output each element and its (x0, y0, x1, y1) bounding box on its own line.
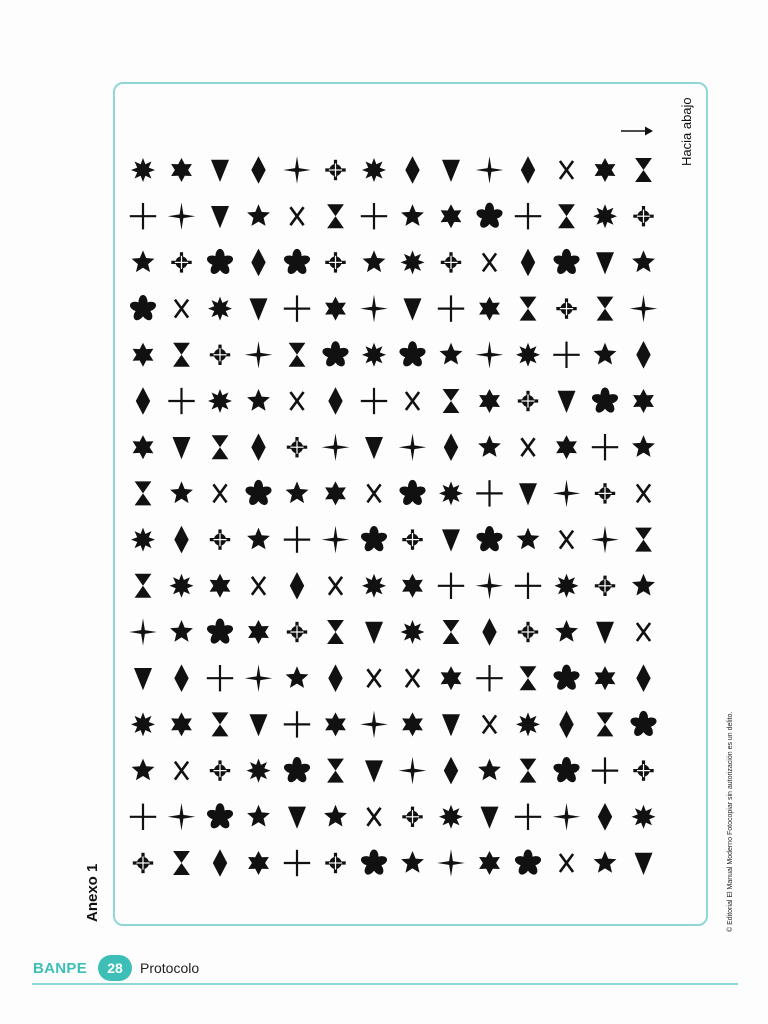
five-point-star-icon (555, 620, 578, 642)
five-point-star-icon (478, 759, 501, 781)
round-cross-icon (556, 298, 576, 318)
hourglass-icon (520, 297, 537, 321)
round-cross-icon (633, 206, 653, 226)
plus-icon (361, 203, 387, 229)
x-letter-icon (367, 669, 380, 687)
eight-point-star-icon (439, 805, 463, 829)
six-point-star-icon (595, 158, 616, 182)
x-letter-icon (637, 623, 650, 641)
x-letter-icon (406, 669, 419, 687)
down-triangle-icon (211, 206, 229, 228)
five-petal-flower-icon (283, 757, 312, 784)
four-point-star-icon (245, 341, 273, 369)
round-cross-icon (287, 437, 307, 457)
x-letter-icon (560, 161, 573, 179)
five-point-star-icon (170, 620, 193, 642)
five-petal-flower-icon (360, 849, 389, 876)
x-letter-icon (560, 854, 573, 872)
down-triangle-icon (250, 298, 268, 320)
diamond-icon (174, 664, 188, 692)
round-cross-icon (518, 391, 538, 411)
five-point-star-icon (286, 666, 309, 688)
x-letter-icon (406, 392, 419, 410)
plus-icon (515, 203, 541, 229)
eight-point-star-icon (131, 712, 155, 736)
diamond-icon (174, 526, 188, 554)
five-petal-flower-icon (206, 618, 235, 645)
five-petal-flower-icon (321, 341, 350, 368)
down-triangle-icon (365, 437, 383, 459)
round-cross-icon (133, 853, 153, 873)
round-cross-icon (171, 252, 191, 272)
five-point-star-icon (363, 250, 386, 272)
plus-icon (284, 295, 310, 321)
plus-icon (361, 388, 387, 414)
hourglass-icon (327, 620, 344, 644)
five-point-star-icon (401, 204, 424, 226)
five-petal-flower-icon (398, 480, 427, 507)
four-point-star-icon (476, 341, 504, 369)
diamond-icon (636, 664, 650, 692)
five-petal-flower-icon (591, 387, 620, 414)
four-point-star-icon (630, 295, 658, 323)
diamond-icon (251, 249, 265, 277)
four-point-star-icon (476, 156, 504, 184)
five-point-star-icon (170, 481, 193, 503)
hourglass-icon (327, 204, 344, 228)
diamond-icon (559, 711, 573, 739)
five-point-star-icon (247, 805, 270, 827)
plus-icon (476, 480, 502, 506)
x-letter-icon (560, 531, 573, 549)
down-triangle-icon (519, 483, 537, 505)
down-triangle-icon (558, 391, 576, 413)
five-petal-flower-icon (206, 249, 235, 276)
round-cross-icon (402, 807, 422, 827)
round-cross-icon (210, 345, 230, 365)
down-triangle-icon (596, 622, 614, 644)
plus-icon (284, 711, 310, 737)
six-point-star-icon (325, 297, 346, 321)
down-triangle-icon (250, 714, 268, 736)
plus-icon (130, 203, 156, 229)
footer-brand: BANPE (33, 960, 88, 977)
hourglass-icon (327, 759, 344, 783)
five-petal-flower-icon (360, 526, 389, 553)
six-point-star-icon (171, 712, 192, 736)
five-point-star-icon (440, 343, 463, 365)
down-triangle-icon (404, 298, 422, 320)
round-cross-icon (210, 529, 230, 549)
plus-icon (515, 573, 541, 599)
eight-point-star-icon (516, 343, 540, 367)
down-triangle-icon (481, 807, 499, 829)
five-point-star-icon (247, 389, 270, 411)
x-letter-icon (252, 577, 265, 595)
diamond-icon (251, 433, 265, 461)
plus-icon (284, 850, 310, 876)
plus-icon (515, 804, 541, 830)
round-cross-icon (441, 252, 461, 272)
six-point-star-icon (441, 204, 462, 228)
four-point-star-icon (399, 757, 427, 785)
diamond-icon (328, 387, 342, 415)
eight-point-star-icon (362, 343, 386, 367)
six-point-star-icon (248, 620, 269, 644)
round-cross-icon (595, 576, 615, 596)
round-cross-icon (325, 252, 345, 272)
round-cross-icon (402, 529, 422, 549)
diamond-icon (328, 664, 342, 692)
four-point-star-icon (553, 803, 581, 831)
hourglass-icon (443, 620, 460, 644)
down-triangle-icon (365, 622, 383, 644)
plus-icon (207, 665, 233, 691)
diamond-icon (521, 156, 535, 184)
x-letter-icon (329, 577, 342, 595)
hourglass-icon (212, 712, 229, 736)
hourglass-icon (597, 712, 614, 736)
five-petal-flower-icon (552, 757, 581, 784)
hourglass-icon (135, 481, 152, 505)
down-triangle-icon (635, 853, 653, 875)
hourglass-icon (558, 204, 575, 228)
five-point-star-icon (594, 343, 617, 365)
eight-point-star-icon (362, 158, 386, 182)
five-point-star-icon (247, 204, 270, 226)
five-point-star-icon (132, 759, 155, 781)
eight-point-star-icon (131, 528, 155, 552)
x-letter-icon (521, 438, 534, 456)
down-triangle-icon (173, 437, 191, 459)
five-point-star-icon (632, 250, 655, 272)
eight-point-star-icon (208, 297, 232, 321)
plus-icon (553, 342, 579, 368)
four-point-star-icon (360, 295, 388, 323)
four-point-star-icon (399, 433, 427, 461)
five-point-star-icon (132, 250, 155, 272)
round-cross-icon (210, 760, 230, 780)
eight-point-star-icon (208, 389, 232, 413)
eight-point-star-icon (401, 250, 425, 274)
four-point-star-icon (283, 156, 311, 184)
six-point-star-icon (210, 574, 231, 598)
direction-label: Hacia abajo (679, 97, 694, 166)
down-triangle-icon (211, 160, 229, 182)
x-letter-icon (483, 715, 496, 733)
round-cross-icon (518, 622, 538, 642)
six-point-star-icon (402, 712, 423, 736)
diamond-icon (213, 849, 227, 877)
four-point-star-icon (553, 480, 581, 508)
four-point-star-icon (437, 849, 465, 877)
five-petal-flower-icon (514, 849, 543, 876)
page-number-badge: 28 (98, 955, 132, 981)
five-petal-flower-icon (629, 711, 658, 738)
six-point-star-icon (325, 712, 346, 736)
x-letter-icon (367, 484, 380, 502)
six-point-star-icon (133, 343, 154, 367)
diamond-icon (290, 572, 304, 600)
round-cross-icon (633, 760, 653, 780)
five-petal-flower-icon (475, 526, 504, 553)
eight-point-star-icon (516, 712, 540, 736)
four-point-star-icon (322, 526, 350, 554)
plus-icon (438, 573, 464, 599)
eight-point-star-icon (170, 574, 194, 598)
footer-section: Protocolo (140, 960, 200, 976)
five-point-star-icon (632, 574, 655, 596)
eight-point-star-icon (131, 158, 155, 182)
eight-point-star-icon (362, 574, 386, 598)
copyright-notice: © Editorial El Manual Moderno Fotocopiar sin autorización es un delito. (727, 711, 734, 932)
hourglass-icon (520, 666, 537, 690)
down-triangle-icon (134, 668, 152, 690)
six-point-star-icon (595, 666, 616, 690)
down-triangle-icon (365, 760, 383, 782)
diamond-icon (405, 156, 419, 184)
four-point-star-icon (245, 664, 273, 692)
round-cross-icon (325, 160, 345, 180)
five-petal-flower-icon (475, 203, 504, 230)
x-letter-icon (290, 207, 303, 225)
five-point-star-icon (594, 851, 617, 873)
diamond-icon (521, 249, 535, 277)
plus-icon (284, 526, 310, 552)
six-point-star-icon (133, 435, 154, 459)
plus-icon (476, 665, 502, 691)
hourglass-icon (635, 528, 652, 552)
diamond-icon (444, 757, 458, 785)
five-petal-flower-icon (129, 295, 158, 322)
annex-title: Anexo 1 (84, 863, 101, 922)
hourglass-icon (635, 158, 652, 182)
round-cross-icon (595, 483, 615, 503)
five-petal-flower-icon (398, 341, 427, 368)
plus-icon (168, 388, 194, 414)
six-point-star-icon (556, 435, 577, 459)
footer-rule (32, 983, 738, 985)
x-letter-icon (290, 392, 303, 410)
four-point-star-icon (591, 526, 619, 554)
diamond-icon (444, 433, 458, 461)
plus-icon (438, 295, 464, 321)
eight-point-star-icon (555, 574, 579, 598)
hourglass-icon (289, 343, 306, 367)
five-point-star-icon (286, 481, 309, 503)
x-letter-icon (175, 762, 188, 780)
plus-icon (592, 434, 618, 460)
hourglass-icon (173, 851, 190, 875)
eight-point-star-icon (593, 204, 617, 228)
five-point-star-icon (247, 528, 270, 550)
five-point-star-icon (632, 435, 655, 457)
five-point-star-icon (478, 435, 501, 457)
hourglass-icon (173, 343, 190, 367)
down-triangle-icon (442, 529, 460, 551)
diamond-icon (636, 341, 650, 369)
x-letter-icon (213, 484, 226, 502)
five-point-star-icon (517, 528, 540, 550)
down-triangle-icon (596, 252, 614, 274)
plus-icon (592, 757, 618, 783)
diamond-icon (251, 156, 265, 184)
hourglass-icon (520, 759, 537, 783)
six-point-star-icon (248, 851, 269, 875)
six-point-star-icon (479, 297, 500, 321)
eight-point-star-icon (401, 620, 425, 644)
six-point-star-icon (633, 389, 654, 413)
eight-point-star-icon (439, 481, 463, 505)
x-letter-icon (483, 253, 496, 271)
six-point-star-icon (479, 851, 500, 875)
hourglass-icon (135, 574, 152, 598)
six-point-star-icon (479, 389, 500, 413)
five-petal-flower-icon (552, 249, 581, 276)
five-petal-flower-icon (552, 665, 581, 692)
four-point-star-icon (168, 803, 196, 831)
six-point-star-icon (402, 574, 423, 598)
round-cross-icon (325, 853, 345, 873)
down-triangle-icon (442, 160, 460, 182)
five-point-star-icon (401, 851, 424, 873)
five-point-star-icon (324, 805, 347, 827)
six-point-star-icon (325, 481, 346, 505)
diamond-icon (482, 618, 496, 646)
eight-point-star-icon (247, 759, 271, 783)
six-point-star-icon (441, 666, 462, 690)
five-petal-flower-icon (244, 480, 273, 507)
x-letter-icon (637, 484, 650, 502)
four-point-star-icon (129, 618, 157, 646)
four-point-star-icon (168, 202, 196, 230)
down-triangle-icon (288, 807, 306, 829)
round-cross-icon (287, 622, 307, 642)
x-letter-icon (367, 808, 380, 826)
down-triangle-icon (442, 714, 460, 736)
four-point-star-icon (322, 433, 350, 461)
five-petal-flower-icon (206, 803, 235, 830)
hourglass-icon (597, 297, 614, 321)
x-letter-icon (175, 300, 188, 318)
six-point-star-icon (171, 158, 192, 182)
four-point-star-icon (476, 572, 504, 600)
five-petal-flower-icon (283, 249, 312, 276)
hourglass-icon (443, 389, 460, 413)
diamond-icon (136, 387, 150, 415)
four-point-star-icon (360, 711, 388, 739)
plus-icon (130, 804, 156, 830)
diamond-icon (598, 803, 612, 831)
eight-point-star-icon (632, 805, 656, 829)
hourglass-icon (212, 435, 229, 459)
